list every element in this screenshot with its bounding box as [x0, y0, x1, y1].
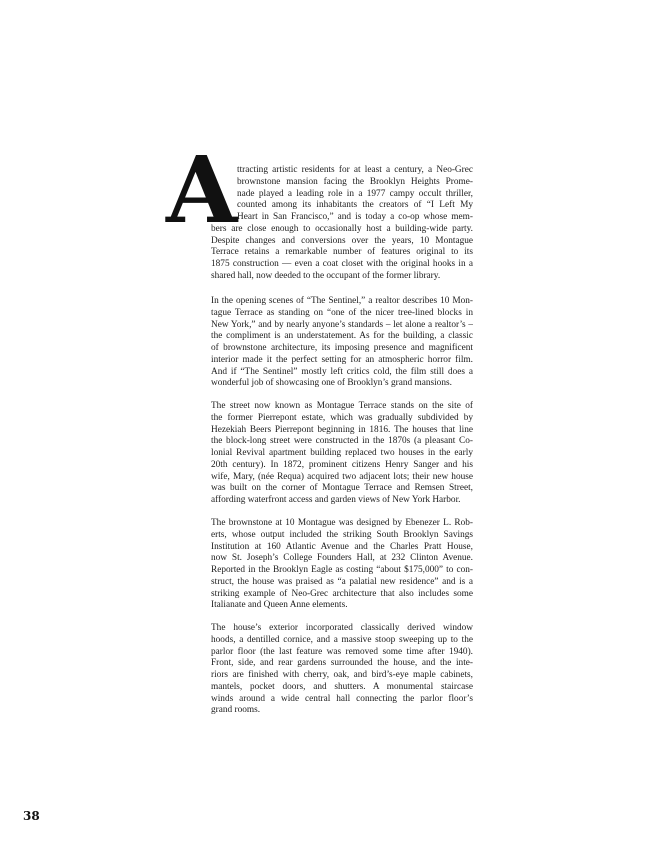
- text-line: of brownstone architecture, its imposing presence and magnificent: [211, 343, 473, 353]
- text-line: nade played a leading role in a 1977 campy occult thriller,: [237, 188, 473, 199]
- text-line: Heart in San Francisco,” and is today a co-op whose mem-: [237, 212, 473, 222]
- text-line: struct, the house was praised as “a palatial new residence” and is a: [211, 576, 473, 587]
- text-line: mantels, pocket doors, and shutters. A monumental staircase: [211, 681, 473, 692]
- text-line: The house’s exterior incorporated classically derived window: [211, 623, 473, 633]
- text-line: wonderful job of showcasing one of Brooklyn’s grand mansions.: [211, 378, 452, 389]
- drop-cap: A: [166, 136, 236, 244]
- text-line: was built on the corner of Montague Terrace and Remsen Street,: [211, 483, 473, 494]
- text-line: the block-long street were constructed in the 1870s (a pleasant Co-: [211, 436, 473, 447]
- text-line: tague Terrace as standing on “one of the nicer tree-lined blocks in: [211, 307, 473, 318]
- text-line: now St. Joseph’s College Founders Hall, at 232 Clinton Avenue.: [211, 553, 473, 564]
- text-line: Hezekiah Beers Pierrepont beginning in 1816. The houses that line: [211, 424, 473, 435]
- text-line: shared hall, now deeded to the occupant of the former library.: [211, 270, 441, 281]
- text-line: winds around a wide central hall connecting the parlor floor’s: [211, 693, 473, 704]
- text-line: And if “The Sentinel” mostly left critics cold, the film still does a: [211, 366, 473, 377]
- text-line: Terrace retains a remarkable number of features original to its: [211, 247, 473, 258]
- text-line: In the opening scenes of “The Sentinel,” a realtor describes 10 Mon-: [211, 296, 473, 306]
- text-line: Italianate and Queen Anne elements.: [211, 600, 348, 611]
- text-line: riors are finished with cherry, oak, and bird’s-eye maple cabinets,: [211, 670, 473, 680]
- text-line: wife, Mary, (née Requa) acquired two adjacent lots; their new house: [211, 471, 473, 482]
- text-line: The street now known as Montague Terrace stands on the site of: [211, 401, 473, 411]
- text-line: striking example of Neo-Grec architecture that also includes some: [211, 588, 473, 599]
- text-line: Institution at 160 Atlantic Avenue and the Charles Pratt House,: [211, 541, 473, 552]
- text-line: erts, whose output included the striking South Brooklyn Savings: [211, 529, 473, 540]
- text-line: brownstone mansion facing the Brooklyn Heights Prome-: [237, 176, 473, 187]
- text-line: the former Pierrepont estate, which was gradually subdivided by: [211, 412, 473, 423]
- text-line: interior made it the perfect setting for an atmospheric horror film.: [211, 354, 473, 365]
- text-line: the compliment is an understatement. As for the building, a classic: [211, 331, 473, 342]
- text-line: Front, side, and rear gardens surrounded the house, and the inte-: [211, 658, 473, 669]
- text-line: Reported in the Brooklyn Eagle as costing “about $175,000” to con-: [211, 565, 473, 575]
- text-line: 20th century). In 1872, prominent citizens Henry Sanger and his: [211, 459, 473, 470]
- text-line: New York,” and by nearly anyone’s standards – let alone a realtor’s –: [211, 319, 473, 330]
- text-line: lonial Revival apartment building replaced two houses in the early: [211, 448, 473, 458]
- page-number: 38: [23, 809, 40, 823]
- text-line: The brownstone at 10 Montague was designed by Ebenezer L. Rob-: [211, 518, 473, 528]
- text-line: bers are close enough to occasionally host a building-wide party.: [211, 223, 473, 234]
- text-line: 1875 construction — even a coat closet with the original hooks in a: [211, 259, 473, 269]
- text-line: Despite changes and conversions over the years, 10 Montague: [211, 235, 473, 246]
- text-line: grand rooms.: [211, 705, 261, 716]
- text-line: ttracting artistic residents for at least a century, a Neo-Grec: [237, 165, 473, 175]
- text-line: affording waterfront access and garden views of New York Harbor.: [211, 495, 461, 505]
- text-line: parlor floor (the last feature was removed some time after 1940).: [211, 646, 473, 657]
- text-line: counted among its inhabitants the creators of “I Left My: [237, 200, 473, 211]
- text-line: hoods, a dentilled cornice, and a massive stoop sweeping up to the: [211, 634, 473, 645]
